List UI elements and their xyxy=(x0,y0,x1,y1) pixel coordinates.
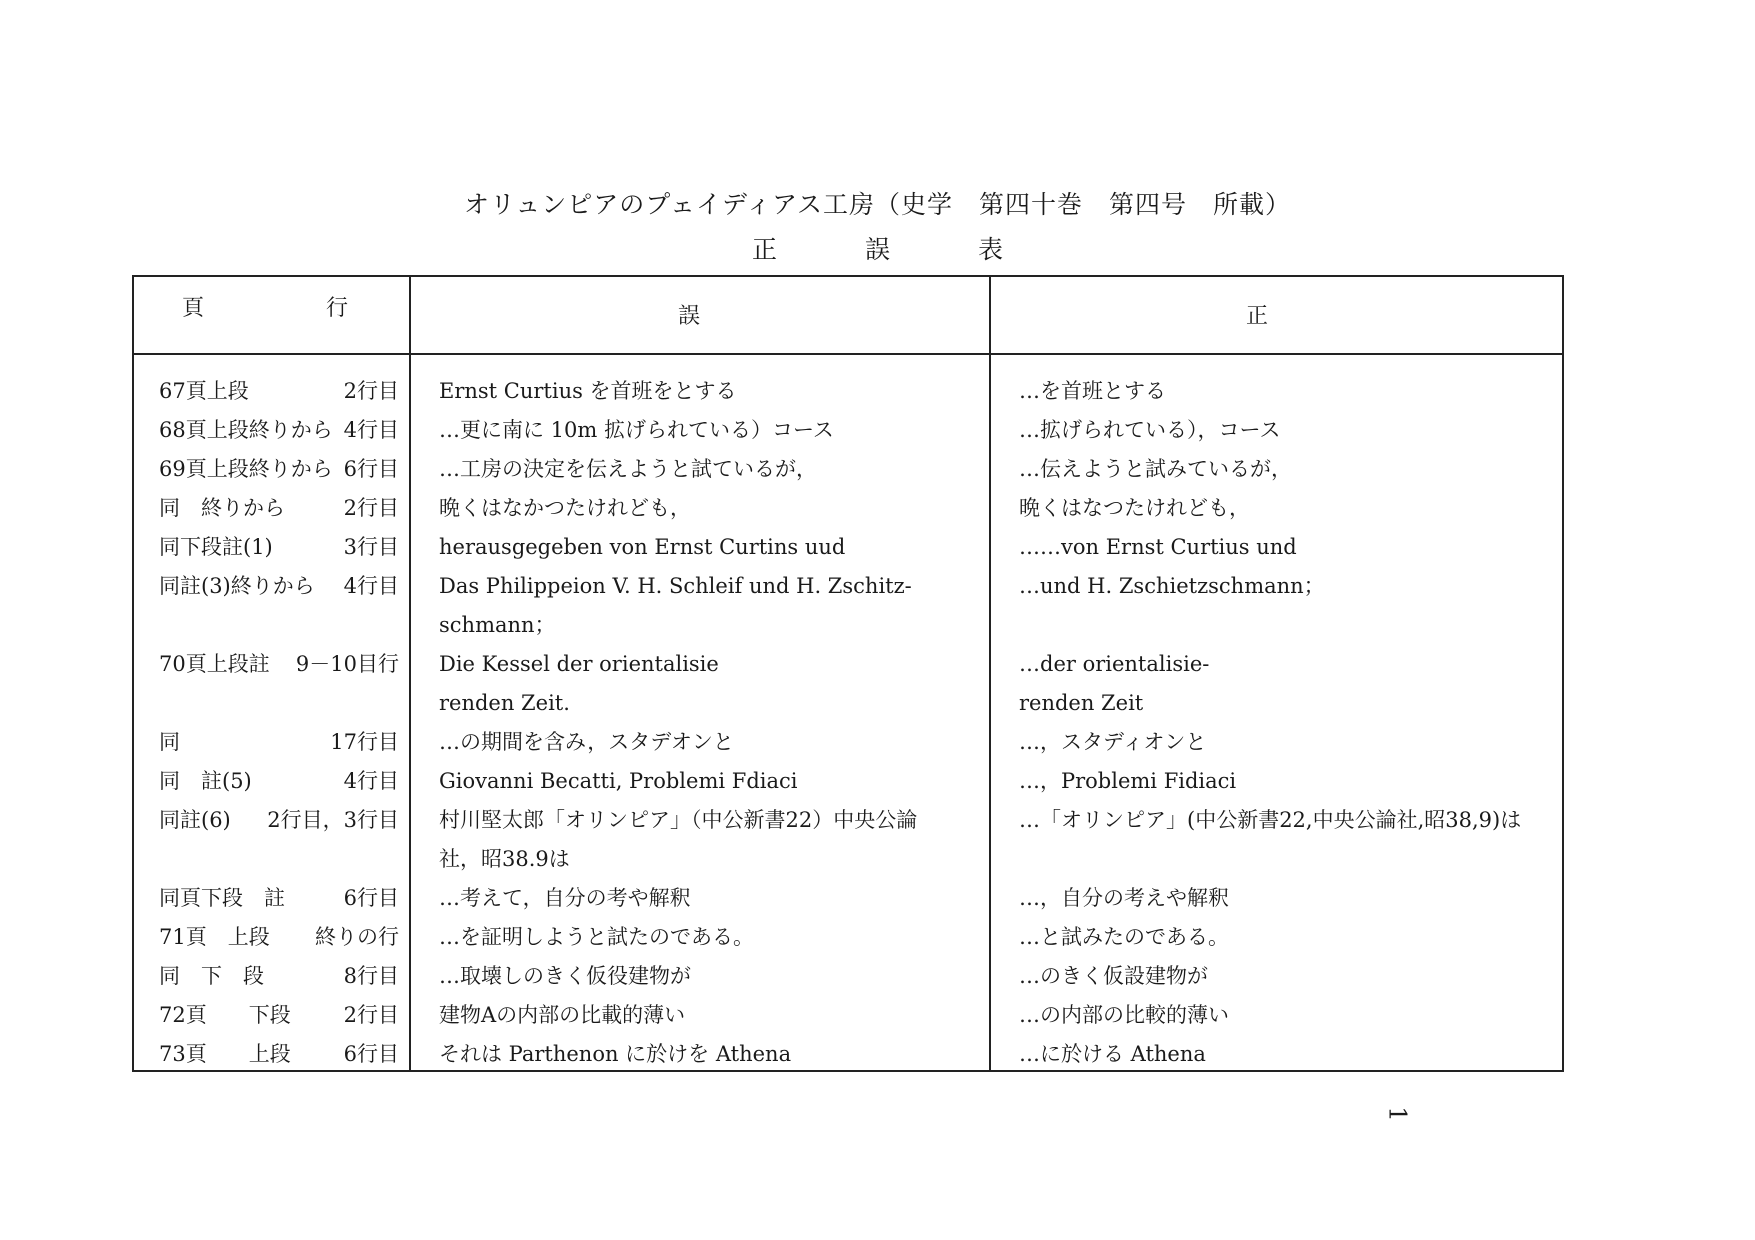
errata-rows xyxy=(134,372,1562,1074)
header-line: 行 xyxy=(326,296,349,321)
document-title: オリュンピアのプェイディアス工房（史学 第四十巻 第四号 所載） xyxy=(463,190,1291,219)
row-correct xyxy=(1019,957,1559,996)
wrong-text: schmann； xyxy=(439,613,556,637)
row-line: 4行目 xyxy=(343,769,399,793)
row-correct xyxy=(1019,567,1559,606)
row-line: 6行目 xyxy=(343,1042,399,1066)
row-page: 同註(6) xyxy=(159,808,231,832)
row-correct xyxy=(1019,762,1559,801)
table-row xyxy=(134,918,1562,957)
correct-text: …と試みたのである。 xyxy=(1019,925,1229,949)
row-wrong xyxy=(439,528,999,567)
row-correct xyxy=(1019,450,1559,489)
row-line: 4行目 xyxy=(343,574,399,598)
row-page: 72頁 下段 xyxy=(159,1003,291,1027)
correct-text: …und H. Zschietzschmann； xyxy=(1019,574,1325,598)
row-correct xyxy=(1019,879,1559,918)
table-row xyxy=(134,450,1562,489)
document-subtitle: 正誤表 xyxy=(751,235,1091,264)
row-location xyxy=(159,528,399,567)
header-page: 頁 xyxy=(182,296,205,321)
wrong-text: …の期間を含み，スタデオンと xyxy=(439,730,734,754)
wrong-text: …考えて，自分の考や解釈 xyxy=(439,886,691,910)
row-location xyxy=(159,1035,399,1074)
row-location xyxy=(159,372,399,411)
correct-text: …，自分の考えや解釈 xyxy=(1019,886,1229,910)
wrong-text: …取壊しのきく仮役建物が xyxy=(439,964,691,988)
row-correct xyxy=(1019,1035,1559,1074)
row-line: 4行目 xyxy=(343,418,399,442)
row-line: 終りの行 xyxy=(315,925,399,949)
wrong-text: 村川堅太郎「オリンピア」（中公新書22）中央公論 xyxy=(439,808,918,832)
correct-text: …伝えようと試みているが， xyxy=(1019,457,1292,481)
row-correct xyxy=(1019,645,1559,723)
row-line: 2行目，3行目 xyxy=(267,808,399,832)
wrong-text: Die Kessel der orientalisie xyxy=(439,652,719,676)
row-page: 70頁上段註 xyxy=(159,652,270,676)
wrong-text: Das Philippeion V. H. Schleif und H. Zschitz- xyxy=(439,574,912,598)
row-correct xyxy=(1019,996,1559,1035)
row-page: 71頁 上段 xyxy=(159,925,270,949)
row-line: 2行目 xyxy=(343,379,399,403)
correct-text: …を首班とする xyxy=(1019,379,1166,403)
row-line: 6行目 xyxy=(343,457,399,481)
correct-text: ……von Ernst Curtius und xyxy=(1019,535,1297,559)
row-wrong xyxy=(439,411,999,450)
wrong-text: Ernst Curtius を首班をとする xyxy=(439,379,737,403)
row-wrong xyxy=(439,645,999,723)
table-row xyxy=(134,645,1562,723)
row-page: 同 xyxy=(159,730,180,754)
row-line: 9－10目行 xyxy=(295,652,399,676)
wrong-text: herausgegeben von Ernst Curtins uud xyxy=(439,535,846,559)
wrong-text: 建物Aの内部の比載的薄い xyxy=(439,1003,686,1027)
wrong-text: renden Zeit. xyxy=(439,691,570,715)
table-row xyxy=(134,1035,1562,1074)
row-correct xyxy=(1019,411,1559,450)
table-row xyxy=(134,372,1562,411)
row-page: 73頁 上段 xyxy=(159,1042,291,1066)
row-location xyxy=(159,645,399,684)
row-page: 同 下 段 xyxy=(159,964,264,988)
correct-text: …の内部の比較的薄い xyxy=(1019,1003,1229,1027)
correct-text: …に於ける Athena xyxy=(1019,1042,1206,1066)
correct-text: …der orientalisie- xyxy=(1019,652,1210,676)
errata-table xyxy=(132,275,1564,1072)
row-line: 6行目 xyxy=(343,886,399,910)
row-correct xyxy=(1019,489,1559,528)
row-line: 3行目 xyxy=(343,535,399,559)
row-page: 同 終りから xyxy=(159,496,285,520)
row-line: 17行目 xyxy=(330,730,399,754)
wrong-text: …工房の決定を伝えようと試ているが， xyxy=(439,457,817,481)
row-wrong xyxy=(439,567,999,645)
row-page: 同註(3)終りから xyxy=(159,574,315,598)
correct-text: 晩くはなつたけれども， xyxy=(1019,496,1250,520)
table-row xyxy=(134,528,1562,567)
row-location xyxy=(159,957,399,996)
wrong-text: 社，昭38.9は xyxy=(439,847,570,871)
table-row xyxy=(134,762,1562,801)
table-row xyxy=(134,489,1562,528)
wrong-text: …更に南に 10m 拡げられている）コース xyxy=(439,418,834,442)
row-wrong xyxy=(439,918,999,957)
row-line: 2行目 xyxy=(343,496,399,520)
row-wrong xyxy=(439,957,999,996)
row-correct xyxy=(1019,801,1559,840)
table-row xyxy=(134,411,1562,450)
row-correct xyxy=(1019,723,1559,762)
table-row xyxy=(134,567,1562,645)
wrong-text: …を証明しようと試たのである。 xyxy=(439,925,754,949)
wrong-text: 晩くはなかつたけれども， xyxy=(439,496,691,520)
wrong-text: それは Parthenon に於けを Athena xyxy=(439,1042,792,1066)
row-line: 2行目 xyxy=(343,1003,399,1027)
row-correct xyxy=(1019,372,1559,411)
correct-text: renden Zeit xyxy=(1019,691,1144,715)
correct-text: …拡げられている），コース xyxy=(1019,418,1281,442)
header-divider xyxy=(134,353,1562,355)
row-wrong xyxy=(439,1035,999,1074)
row-correct xyxy=(1019,528,1559,567)
row-wrong xyxy=(439,879,999,918)
row-location xyxy=(159,879,399,918)
page-number: 1 xyxy=(1383,1106,1412,1122)
row-location xyxy=(159,762,399,801)
row-location xyxy=(159,918,399,957)
row-wrong xyxy=(439,489,999,528)
row-location xyxy=(159,996,399,1035)
row-wrong xyxy=(439,762,999,801)
correct-text: …のきく仮設建物が xyxy=(1019,964,1208,988)
row-wrong xyxy=(439,450,999,489)
correct-text: …，Problemi Fidiaci xyxy=(1019,769,1237,793)
table-row xyxy=(134,801,1562,879)
row-location xyxy=(159,489,399,528)
row-page: 同下段註(1) xyxy=(159,535,273,559)
table-row xyxy=(134,957,1562,996)
row-location xyxy=(159,567,399,606)
table-row xyxy=(134,723,1562,762)
row-location xyxy=(159,450,399,489)
row-location xyxy=(159,411,399,450)
row-location xyxy=(159,723,399,762)
row-location xyxy=(159,801,399,840)
row-page: 同頁下段 註 xyxy=(159,886,285,910)
row-wrong xyxy=(439,801,999,879)
row-page: 67頁上段 xyxy=(159,379,249,403)
header-correct: 正 xyxy=(1246,304,1269,329)
table-row xyxy=(134,879,1562,918)
header-wrong: 誤 xyxy=(678,304,701,329)
wrong-text: Giovanni Becatti, Problemi Fdiaci xyxy=(439,769,798,793)
correct-text: …，スタディオンと xyxy=(1019,730,1207,754)
row-correct xyxy=(1019,918,1559,957)
row-page: 同 註(5) xyxy=(159,769,252,793)
correct-text: …「オリンピア」(中公新書22,中央公論社,昭38,9)は xyxy=(1019,808,1522,832)
row-wrong xyxy=(439,996,999,1035)
row-page: 68頁上段終りから xyxy=(159,418,333,442)
row-line: 8行目 xyxy=(343,964,399,988)
row-wrong xyxy=(439,372,999,411)
row-wrong xyxy=(439,723,999,762)
table-row xyxy=(134,996,1562,1035)
row-page: 69頁上段終りから xyxy=(159,457,333,481)
